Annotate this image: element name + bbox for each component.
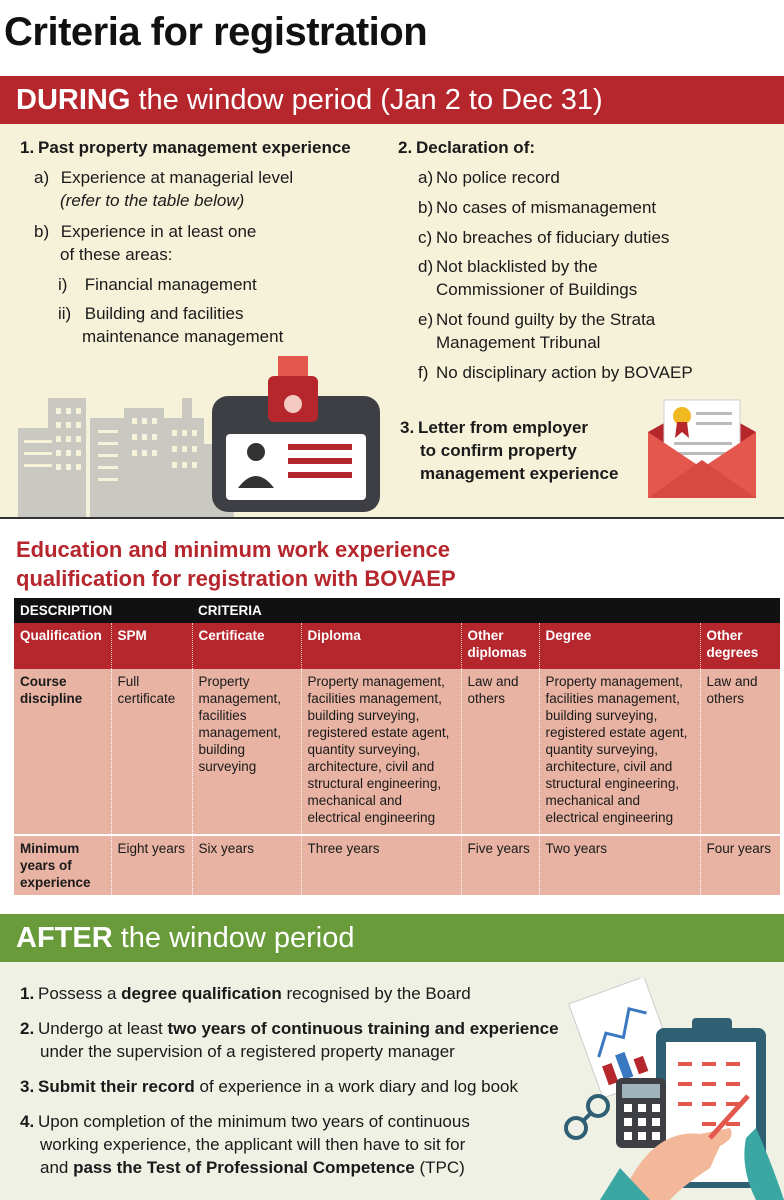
criterion-2a: a) No police record xyxy=(418,168,560,187)
qualification-row xyxy=(14,623,780,669)
criterion-2e-line2: Management Tribunal xyxy=(436,333,601,352)
table-cell: Other diplomas xyxy=(461,623,539,669)
criterion-1b: b) Experience in at least one xyxy=(34,222,257,241)
after-item-4: 4. Upon completion of the minimum two years of continuous xyxy=(20,1112,470,1131)
after-item-2: 2. Undergo at least two years of continuous training and experience xyxy=(20,1019,559,1038)
criterion-2f: f) No disciplinary action by BOVAEP xyxy=(418,363,693,382)
after-banner xyxy=(0,914,784,962)
table-cell: Four years xyxy=(700,835,780,895)
glasses-icon xyxy=(560,1086,616,1146)
criterion-2e: e) Not found guilty by the Strata xyxy=(418,310,656,329)
table-cell: SPM xyxy=(111,623,192,669)
criterion-2d: d) Not blacklisted by the xyxy=(418,257,598,276)
after-item-1: 1. Possess a degree qualification recognised by the Board xyxy=(20,984,471,1003)
criterion-1a: a) Experience at managerial level xyxy=(34,168,294,187)
header-description: DESCRIPTION xyxy=(14,598,192,623)
header-criteria: CRITERIA xyxy=(192,598,780,623)
table-cell: Law and others xyxy=(461,669,539,835)
criteria-table xyxy=(14,598,780,895)
table-cell: Eight years xyxy=(111,835,192,895)
education-heading: Education and minimum work experience qualification for registration with BOVAEP xyxy=(16,537,456,591)
envelope-certificate-icon xyxy=(644,398,760,502)
table-cell: Three years xyxy=(301,835,461,895)
table-cell: Qualification xyxy=(14,623,111,669)
after-item-4-line2: working experience, the applicant will then have to sit for xyxy=(40,1135,466,1154)
course-discipline-row xyxy=(14,669,780,835)
criterion-2d-line2: Commissioner of Buildings xyxy=(436,280,638,299)
after-item-4-line3: and pass the Test of Professional Competence (TPC) xyxy=(40,1158,465,1177)
table-cell: Six years xyxy=(192,835,301,895)
criterion-1a-note: (refer to the table below) xyxy=(60,191,245,210)
criterion-2-heading: 2. Declaration of: xyxy=(398,138,536,157)
table-cell: Property management, facilities management, building surveying, registered estate agent, quantity surveying, architecture, civil and structural engineering, mechanical and electrical engineering xyxy=(301,669,461,835)
during-banner-text: the window period (Jan 2 to Dec 31) xyxy=(138,84,603,116)
minimum-experience-row xyxy=(14,835,780,895)
table-cell: Law and others xyxy=(700,669,780,835)
table-cell: Course discipline xyxy=(14,669,111,835)
table-header-row xyxy=(14,598,780,623)
criterion-3-line3: management experience xyxy=(420,464,619,483)
table-cell: Full certificate xyxy=(111,669,192,835)
table-cell: Property management, facilities management, building surveying xyxy=(192,669,301,835)
section-divider xyxy=(0,517,784,519)
id-badge-icon xyxy=(208,354,384,514)
criterion-2c: c) No breaches of fiduciary duties xyxy=(418,228,670,247)
criterion-1b-ii: ii) Building and facilities xyxy=(58,304,244,323)
table-cell: Two years xyxy=(539,835,700,895)
after-banner-bold: AFTER xyxy=(16,922,113,954)
criterion-1b-i: i) Financial management xyxy=(58,275,257,294)
table-cell: Diploma xyxy=(301,623,461,669)
table-cell: Property management, facilities management, building surveying, registered estate agent, quantity surveying, architecture, civil and structural engineering, mechanical and electrical engineering xyxy=(539,669,700,835)
criterion-1-heading: 1. Past property management experience xyxy=(20,138,351,157)
during-banner xyxy=(0,76,784,124)
criterion-2b: b) No cases of mismanagement xyxy=(418,198,657,217)
city-skyline-icon xyxy=(14,384,234,517)
during-panel xyxy=(0,124,784,517)
after-banner-text: the window period xyxy=(120,922,355,954)
criterion-3-line2: to confirm property xyxy=(420,441,577,460)
page-title: Criteria for registration xyxy=(4,10,428,54)
after-item-2-line2: under the supervision of a registered property manager xyxy=(40,1042,455,1061)
table-cell: Five years xyxy=(461,835,539,895)
table-cell: Other degrees xyxy=(700,623,780,669)
criterion-1b-ii-line2: maintenance management xyxy=(82,327,284,346)
after-panel xyxy=(0,962,784,1200)
after-item-3: 3. Submit their record of experience in a work diary and log book xyxy=(20,1077,519,1096)
table-cell: Certificate xyxy=(192,623,301,669)
criterion-3: 3. Letter from employer xyxy=(400,418,589,437)
during-banner-bold: DURING xyxy=(16,84,131,116)
criterion-1b-line2: of these areas: xyxy=(60,245,173,264)
table-cell: Degree xyxy=(539,623,700,669)
table-cell: Minimum years of experience xyxy=(14,835,111,895)
